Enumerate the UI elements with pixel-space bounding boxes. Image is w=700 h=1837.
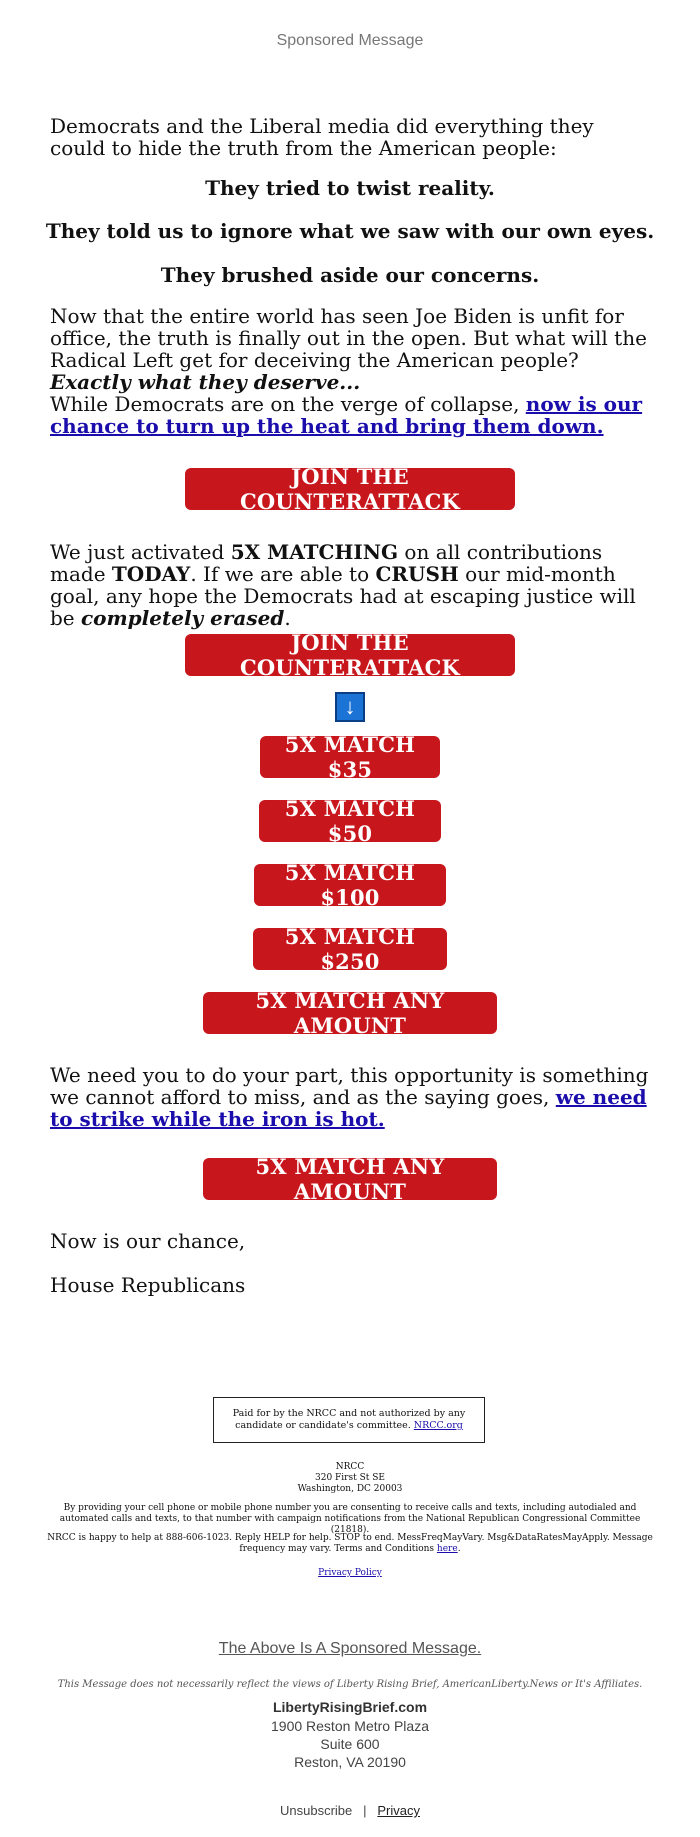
match-50-button[interactable]: 5X MATCH $50: [259, 800, 441, 842]
intro-line-3: They brushed aside our concerns.: [160, 263, 540, 287]
nrcc-link[interactable]: NRCC.org: [413, 1420, 463, 1431]
signature: House Republicans: [50, 1273, 246, 1297]
intro-paragraph: Democrats and the Liberal media did everything they could to hide the truth from the American people:: [50, 114, 594, 160]
matching-text-3: . If we are able to: [190, 562, 376, 586]
match-any-amount-button-2[interactable]: 5X MATCH ANY AMOUNT: [203, 1158, 497, 1200]
paid-for-text: Paid for by the NRCC and not authorized by any candidate or candidate's committee.: [232, 1408, 466, 1431]
paid-for-disclaimer-box: [213, 1397, 485, 1443]
turn-up-heat-link[interactable]: now is our chance to turn up the heat and bring them down.: [50, 392, 643, 438]
matching-text-4: our mid-month goal, any hope the Democrats had at escaping justice will be: [50, 562, 636, 630]
join-counterattack-button-1[interactable]: JOIN THE COUNTERATTACK: [185, 468, 515, 510]
intro-line-1: They tried to twist reality.: [205, 176, 495, 200]
footer-privacy-link[interactable]: Privacy: [377, 1803, 420, 1818]
nrcc-address-line-1: NRCC: [335, 1462, 365, 1472]
match-35-button[interactable]: 5X MATCH $35: [260, 736, 440, 778]
emphasis-text: Exactly what they deserve...: [50, 370, 361, 394]
matching-text-2: on all contributions made: [50, 540, 603, 586]
match-250-button[interactable]: 5X MATCH $250: [253, 928, 447, 970]
unsubscribe-link[interactable]: Unsubscribe: [280, 1803, 353, 1818]
down-arrow-icon: ↓: [335, 692, 365, 722]
intro-line-2: They told us to ignore what we saw with our own eyes.: [45, 219, 655, 243]
join-counterattack-button-2[interactable]: JOIN THE COUNTERATTACK: [185, 634, 515, 676]
help-text-body: NRCC is happy to help at 888-606-1023. Reply HELP for help. STOP to end. MessFreqMayVary. Msg&DataRatesMayApply. Message frequency may vary. Terms and Conditions: [47, 1533, 653, 1554]
collapse-paragraph: [50, 393, 650, 437]
publisher-address-line-1: 1900 Reston Metro Plaza: [271, 1718, 429, 1734]
footer-links: [0, 1803, 700, 1818]
matching-bold-1: 5X MATCHING: [230, 540, 399, 564]
help-text: [40, 1533, 660, 1555]
terms-here-link[interactable]: here: [436, 1544, 458, 1554]
consent-text: By providing your cell phone or mobile phone number you are consenting to receive calls and texts, including autodialed and automated calls and texts, to that number with campaign notifications from the National Republican Congressional Committee (21818).: [59, 1503, 641, 1535]
strike-iron-link[interactable]: we need to strike while the iron is hot.: [50, 1085, 647, 1131]
collapse-paragraph-text: While Democrats are on the verge of collapse,: [50, 392, 526, 416]
above-sponsored-link[interactable]: The Above Is A Sponsored Message.: [218, 1640, 482, 1657]
closing-paragraph: [50, 1064, 650, 1130]
biden-paragraph-text: Now that the entire world has seen Joe Biden is unfit for office, the truth is finally out in the open. But what will the Radical Left get for deceiving the American people?: [50, 304, 647, 372]
publisher-address-line-2: Suite 600: [320, 1736, 380, 1752]
publisher-address-line-3: Reston, VA 20190: [294, 1754, 406, 1770]
match-100-button[interactable]: 5X MATCH $100: [254, 864, 446, 906]
matching-bold-2: TODAY: [111, 562, 191, 586]
matching-bold-4: completely erased: [81, 606, 285, 630]
views-disclaimer: This Message does not necessarily reflect the views of Liberty Rising Brief, AmericanLiberty.News or It's Affiliates.: [57, 1679, 643, 1690]
nrcc-address-line-3: Washington, DC 20003: [297, 1484, 403, 1494]
footer-separator: |: [363, 1803, 367, 1818]
matching-text-1: We just activated: [50, 540, 231, 564]
nrcc-address: [40, 1462, 660, 1495]
privacy-policy-link[interactable]: Privacy Policy: [318, 1568, 382, 1578]
match-any-amount-button-1[interactable]: 5X MATCH ANY AMOUNT: [203, 992, 497, 1034]
nrcc-address-line-2: 320 First St SE: [315, 1473, 385, 1483]
help-text-end: .: [457, 1544, 461, 1554]
matching-paragraph: [50, 541, 650, 629]
closing-paragraph-text: We need you to do your part, this opportunity is something we cannot afford to miss, and as the saying goes,: [50, 1063, 649, 1109]
matching-bold-3: CRUSH: [375, 562, 459, 586]
sponsored-message-header: Sponsored Message: [276, 32, 424, 49]
biden-paragraph: [50, 305, 650, 393]
closing-line-1: Now is our chance,: [50, 1229, 246, 1253]
publisher-name: LibertyRisingBrief.com: [272, 1699, 428, 1715]
privacy-policy-container: [40, 1568, 660, 1579]
matching-text-5: .: [284, 606, 291, 630]
